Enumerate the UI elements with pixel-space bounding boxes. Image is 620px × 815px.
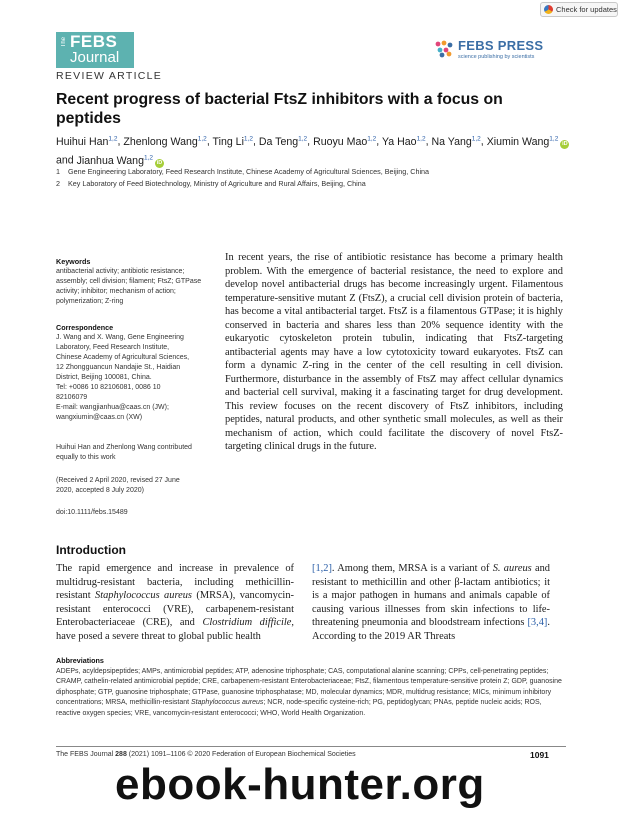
intro-column-2 [312, 562, 550, 643]
article-type: REVIEW ARTICLE [56, 70, 163, 82]
press-name: FEBS PRESS [458, 38, 544, 53]
species-name: S. aureus [492, 563, 532, 574]
author-name: Xiumin Wang [486, 135, 550, 148]
correspondence-line: District, Beijing 100081, China. [56, 374, 152, 381]
footer-volume: 288 [115, 751, 127, 758]
species-name: Clostridium difficile [202, 617, 292, 628]
text-run: . Among them, MRSA is a variant of [331, 563, 493, 574]
author-name: Huihui Han [56, 135, 109, 148]
author-affiliation-ref: 1,2 [143, 154, 154, 162]
affiliation-1 [56, 167, 429, 176]
author-name: Ting Li [212, 135, 244, 148]
received-dates [56, 476, 206, 496]
affiliation-2 [56, 179, 366, 188]
check-for-updates-badge[interactable] [540, 2, 618, 17]
press-tagline: science publishing by scientists [458, 54, 535, 60]
author-name: Ya Hao [382, 135, 417, 148]
correspondence-line: 82106079 [56, 394, 88, 401]
keywords-block [56, 257, 206, 307]
author[interactable] [213, 136, 253, 148]
correspondence-line: 12 Zhongguancun Nandajie St., Haidian [56, 364, 181, 371]
author-list: Huihui Han$^{1,2}$, Zhenlong Wang$^{1,2}$, Ting Li$^{1,2}$, Da Teng$^{1,2}$, Ruoyu Mao$^{1,2}$, Ya Hao$^{1,2}$, Na Yang$^{1,2}$, Xiumin Wang$^{1,2}$iD and Jianhua Wang$^{1,2}$iD [56, 135, 568, 167]
footer-journal: The FEBS Journal [56, 751, 114, 758]
abbreviations-text [56, 667, 566, 719]
author[interactable] [259, 136, 307, 148]
logo-journal: Journal [70, 49, 120, 66]
contribution-line: equally to this work [56, 454, 116, 461]
author-affiliation-ref: 1,2 [298, 135, 308, 142]
introduction-heading: Introduction [56, 543, 126, 557]
affiliation-text: Gene Engineering Laboratory, Feed Research Institute, Chinese Academy of Agricultural Sciences, Beijing, China [68, 167, 430, 176]
citation-link[interactable]: [3,4] [527, 617, 548, 628]
author-affiliation-ref: 1,2 [416, 135, 426, 142]
abstract: In recent years, the rise of antibiotic resistance has become a primary health problem. With the emergence of bacterial resistance, the need to explore and develop novel antibacterial drugs has become increasingly urgent. Filamentous temperature-sensitive mutant Z (FtsZ), a crucial cell division protein of bacteria, has become a vital antibacterial target. FtsZ is a filamentous GTPase; it is highly conserved in bacteria and shares less than 20% sequence identity with the eukaryotic cytoskeleton protein tubulin, indicating that FtsZ-targeting antibacterial agents may have a low cytotoxicity toward eukaryotes. FtsZ can form a dynamic Z-ring in the center of the cell resulting in cell division. Furthermore, disturbance in the assembly of FtsZ may affect cellular dynamics and bacterial cell survival, making it a fascinating target for drug development. This review focuses on the recent discovery of FtsZ inhibitors, including peptides, natural products, and other synthetic small molecules, as well as their mechanism of action, which could facilitate the discovery of novel FtsZ-targeting clinical drugs in the future. [225, 252, 563, 452]
logo-the: The [61, 37, 67, 48]
logo-febs: FEBS [70, 32, 118, 51]
correspondence-line: J. Wang and X. Wang, Gene Engineering [56, 334, 184, 341]
author-name: Zhenlong Wang [123, 135, 198, 148]
orcid-icon[interactable]: iD [156, 159, 163, 166]
doi[interactable]: doi:10.1111/febs.15489 [56, 509, 128, 516]
author[interactable] [123, 136, 206, 148]
author-name: Na Yang [431, 135, 472, 148]
correspondence-line: Laboratory, Feed Research Institute, [56, 344, 170, 351]
keywords-text: antibacterial activity; antibiotic resistance; assembly; cell division; filament; FtsZ; GTPase activity; inhibitor; mechanism of action; polymerization; Z-ring [56, 268, 202, 305]
crossmark-icon [544, 5, 553, 14]
orcid-icon[interactable]: iD [562, 140, 568, 147]
author-affiliation-ref: 1,2 [471, 135, 481, 142]
article-title: Recent progress of bacterial FtsZ inhibitors with a focus on peptides [56, 91, 503, 127]
contribution-note [56, 443, 206, 463]
author-affiliation-ref: 1,2 [243, 135, 253, 142]
correspondence-email[interactable]: E-mail: wangjianhua@caas.cn (JW); [56, 404, 169, 411]
intro-column-1 [56, 562, 294, 643]
febs-press-logo [434, 38, 543, 60]
species-name: Staphylococcus aureus [191, 699, 264, 707]
correspondence-heading: Correspondence [56, 323, 114, 332]
author[interactable] [382, 136, 426, 148]
author-affiliation-ref: 1,2 [367, 135, 377, 142]
affiliation-number: 2 [56, 179, 60, 188]
footer-rest: (2021) 1091–1106 © 2020 Federation of European Biochemical Societies [126, 751, 356, 758]
author[interactable] [487, 136, 570, 148]
author-name: Da Teng [258, 135, 299, 148]
febs-press-dots-icon [434, 40, 454, 58]
received-line: 2020, accepted 8 July 2020) [56, 487, 144, 494]
abbreviations-heading: Abbreviations [56, 656, 104, 665]
text-run: , have posed a severe threat to global public health [56, 617, 295, 642]
author-affiliation-ref: 1,2 [197, 135, 207, 142]
text-run: (MRSA), vancomycin-resistant enterococci (VRE), carbapenem-resistant Enterobacteriaceae (CRE), and [56, 590, 294, 628]
affiliation-text: Key Laboratory of Feed Biotechnology, Ministry of Agriculture and Rural Affairs, Beijing, China [68, 179, 366, 188]
author-name: Ruoyu Mao [313, 135, 368, 148]
correspondence-email[interactable]: wangxiumin@caas.cn (XW) [56, 414, 143, 421]
page-number: 1091 [530, 750, 549, 760]
author[interactable] [432, 136, 481, 148]
text-run: . According to the 2019 AR Threats [312, 617, 550, 642]
watermark: ebook-hunter.org [115, 760, 485, 809]
text-run: and resistant to methicillin and other β-lactam antibiotics; it is a major pathogen in humans and animals capable of causing various illnesses from skin infections to life-threatening pneumonia and bloodstream infections [312, 563, 550, 628]
species-name: Staphylococcus aureus [95, 590, 192, 601]
author[interactable] [77, 155, 164, 167]
author[interactable] [313, 136, 376, 148]
contribution-line: Huihui Han and Zhenlong Wang contributed [56, 444, 192, 451]
febs-journal-logo [56, 32, 134, 68]
author[interactable] [56, 136, 117, 148]
citation-link[interactable]: [1,2] [312, 563, 332, 574]
author-name: Jianhua Wang [76, 154, 144, 167]
text-run: The rapid emergence and increase in prevalence of multidrug-resistant bacteria, including methicillin-resistant [56, 563, 294, 601]
check-for-updates-label: Check for updates [556, 5, 617, 14]
text-run: ADEPs, acyldepsipeptides; AMPs, antimicrobial peptides; ATP, adenosine triphosphate; CAS, computational alanine scanning; CPPs, cell-penetrating peptides; CRAMP, cathelin-related antimicrobial peptide; CRE, carbapenem-resistant Enterobacteriaceae; FtsZ, filamentous temperature-sensitive protein Z; GDP, guanosine diphosphate; GTP, guanosine triphosphate; GTPase, guanosine triphosphatase; MD, molecular dynamics; MDR, multidrug resistance; MICs, minimum inhibitory concentrations; MRSA, methicillin-resistant [56, 668, 562, 707]
footer-rule [56, 746, 566, 747]
author-affiliation-ref: 1,2 [549, 135, 559, 142]
received-line: (Received 2 April 2020, revised 27 June [56, 477, 180, 484]
correspondence-block [56, 323, 206, 423]
affiliation-number: 1 [56, 167, 60, 176]
correspondence-line: Chinese Academy of Agricultural Sciences, [56, 354, 190, 361]
keywords-heading: Keywords [56, 257, 91, 266]
author-affiliation-ref: 1,2 [108, 135, 118, 142]
text-run: ; NCR, node-specific cysteine-rich; PG, peptidoglycan; PNAs, peptide nucleic acids; ROS, reactive oxygen species; VRE, vancomycin-resistant enterococci; WHO, World Health Organization. [56, 699, 542, 717]
correspondence-line: Tel: +0086 10 82106081, 0086 10 [56, 384, 161, 391]
footer-citation [56, 751, 356, 758]
